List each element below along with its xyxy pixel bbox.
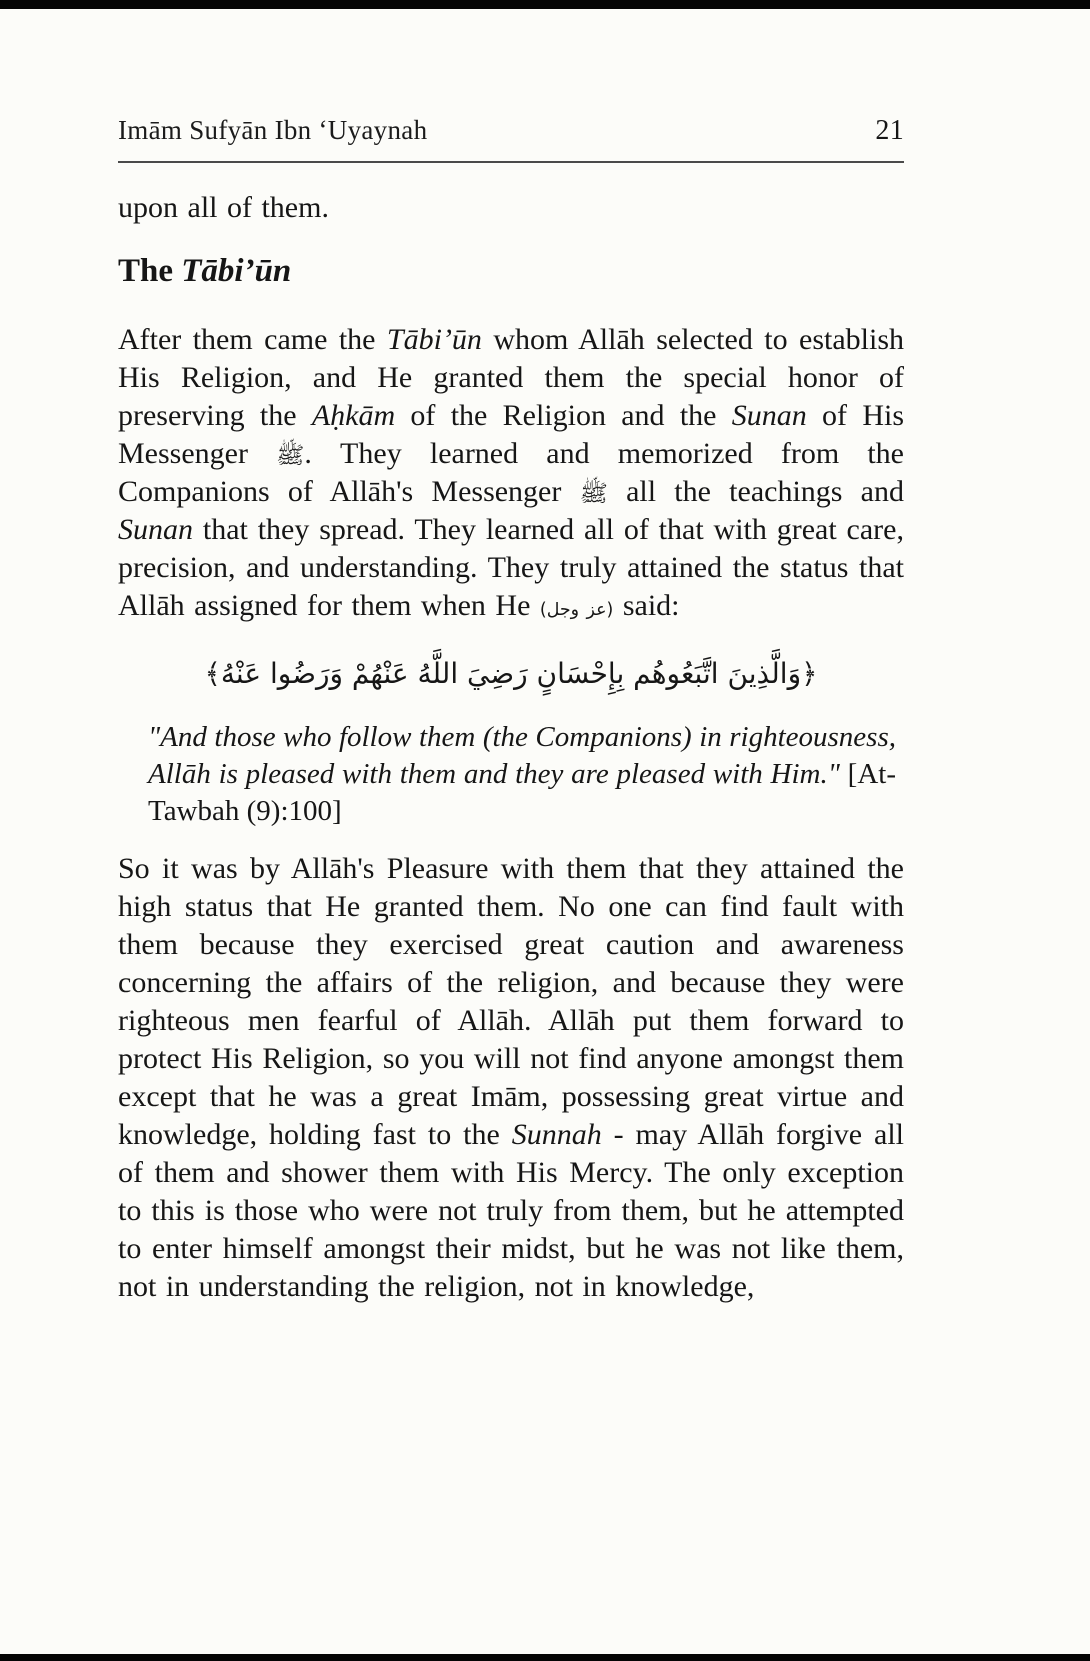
text-segment: Tābi’ūn [181,253,292,289]
scan-artifact-bottom [0,1654,1090,1661]
text-segment: all the teachings and [607,475,904,508]
text-segment: (عز وجل) [539,600,614,620]
text-segment: . They learned and memorized from the Companions of Allāh's Messenger [118,437,904,508]
text-segment: said: [613,589,680,622]
text-segment: The [118,253,182,289]
text-segment: of His Messenger [118,399,905,470]
section-heading [118,251,904,291]
salawat-calligraphy-glyph: ﷺ [579,479,608,507]
scan-artifact-top [0,0,1090,9]
text-segment: "And those who follow them (the Companions) in righteousness, Allāh is pleased with them and they are pleased with Him." [148,721,896,790]
text-segment: whom Allāh selected to establish His Religion, and He granted them the special honor of preserving the [118,323,904,432]
text-segment: [At-Tawbah (9):100] [148,758,896,827]
quran-verse-arabic: ﴿وَالَّذِينَ اتَّبَعُوهُم بِإِحْسَانٍ رَضِيَ اللَّهُ عَنْهُمْ وَرَضُوا عَنْهُ﴾ [204,657,818,690]
page-body [118,189,904,1306]
page-header [118,114,904,147]
text-segment: Aḥkām [311,399,396,432]
verse-translation [148,719,896,830]
header-rule [118,161,904,163]
text-segment: Sunan [731,399,807,432]
carryover-line: upon all of them. [118,191,329,224]
text-segment: that they spread. They learned all of that with great care, precision, and understanding. They truly attained the status that Allāh assigned for them when He [118,513,904,622]
text-segment: After them came the [118,323,387,356]
text-segment: So it was by Allāh's Pleasure with them that they attained the high status that He granted them. No one can find fault with them because they exercised great caution and awareness concerning the affairs of the religion, and because they were righteous men fearful of Allāh. Allāh put them forward to protect His Religion, so you will not find anyone amongst them except that he was a great Imām, possessing great virtue and knowledge, holding fast to the [118,852,904,1151]
paragraph-allahs-pleasure [118,850,904,1306]
running-title: Imām Sufyān Ibn ‘Uyaynah [118,115,428,145]
salawat-calligraphy-glyph: ﷺ [276,441,305,469]
page-number: 21 [875,115,904,146]
text-segment: of the Religion and the [395,399,732,432]
paragraph-tabiun-intro [118,321,904,625]
text-segment: - may Allāh forgive all of them and shower them with His Mercy. The only exception to this is those who were not truly from them, but he attempted to enter himself amongst their midst, but he was not like them, not in understanding the religion, not in knowledge, [118,1118,904,1303]
text-segment: Tābi’ūn [386,323,482,356]
text-segment: Sunnah [511,1118,602,1151]
text-segment: Sunan [118,513,193,546]
